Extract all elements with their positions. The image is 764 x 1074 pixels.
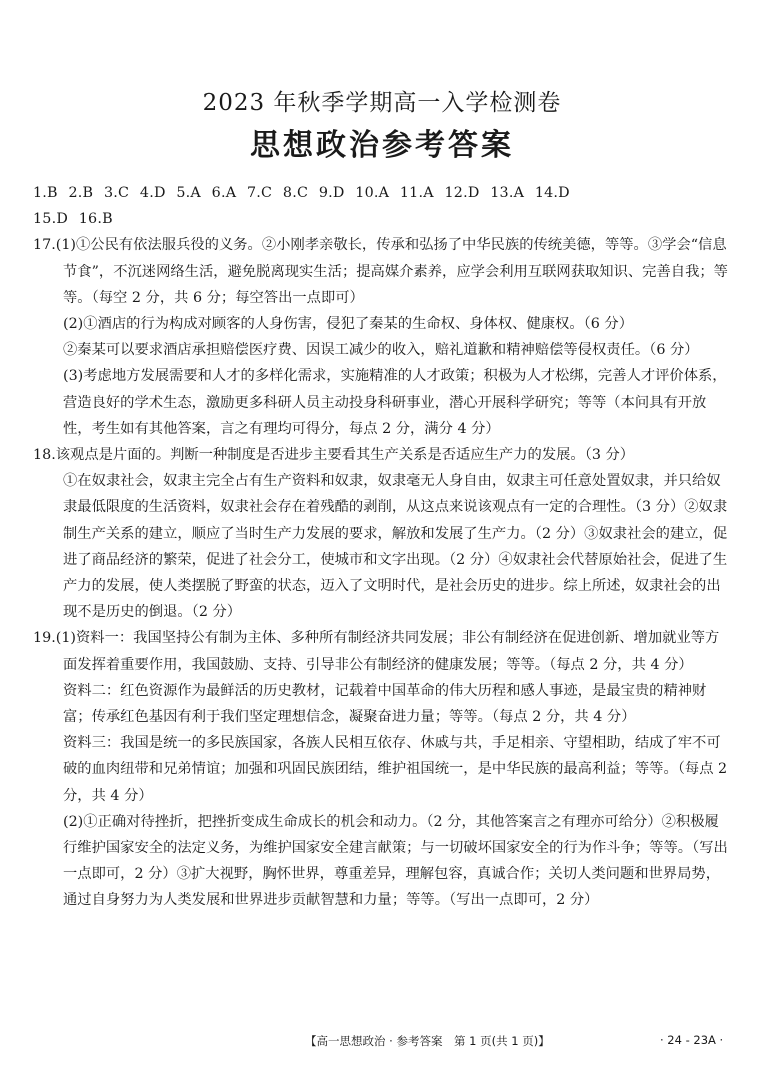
q17-part2b: ②秦某可以要求酒店承担赔偿医疗费、因误工减少的收入，赔礼道歉和精神赔偿等侵权责任。（6 分） <box>63 342 699 359</box>
q19-material2: 资料二：红色资源作为最鲜活的历史教材，记载着中国革命的伟大历程和感人事迹，是最宝贵的精神财富；传承红色基因有利于我们坚定理想信念，凝聚奋进力量；等等。（每点 2 分，共 4 分） <box>63 682 707 726</box>
q17-part1: 17.(1)①公民有依法服兵役的义务。②小刚孝亲敬长，传承和弘扬了中华民族的传统美德，等等。③学会“信息节食”，不沉迷网络生活，避免脱离现实生活；提高媒介素养，应学会利用互联网获取知识、完善自我；等等。（每空 2 分，共 6 分；每空答出一点即可） <box>33 237 728 306</box>
page-title: 2023 年秋季学期高一入学检测卷 <box>202 90 562 116</box>
q19-part2: (2)①正确对待挫折，把挫折变成生命成长的机会和动力。（2 分，其他答案言之有理亦可给分）②积极履行维护国家安全的法定义务，为维护国家安全建言献策；与一切破坏国家安全的行为作斗争；等等。（写出一点即可，2 分）③扩大视野，胸怀世界，尊重差异，理解包容，真诚合作；关切人类问题和世界局势，通过自身努力为人类发展和世界进步贡献智慧和力量；等等。（写出一点即可，2 分） <box>63 813 728 909</box>
q19-material3: 资料三：我国是统一的多民族国家，各族人民相互依存、休戚与共，手足相亲、守望相助，结成了牢不可破的血肉纽带和兄弟情谊；加强和巩固民族团结，维护祖国统一，是中华民族的最高利益；等等。（每点 2 分，共 4 分） <box>63 735 728 804</box>
q19-part1: 19.(1)资料一：我国坚持公有制为主体、多种所有制经济共同发展；非公有制经济在促进创新、增加就业等方面发挥着重要作用，我国鼓励、支持、引导非公有制经济的健康发展；等等。（每点 2 分，共 4 分） <box>33 630 720 673</box>
q18-part2: ①在奴隶社会，奴隶主完全占有生产资料和奴隶，奴隶毫无人身自由，奴隶主可任意处置奴隶，并只给奴隶最低限度的生活资料，奴隶社会存在着残酷的剥削，从这点来说该观点有一定的合理性。（3 分）②奴隶制生产关系的建立，顺应了当时生产力发展的要求，解放和发展了生产力。（2 分）③奴隶社会的建立，促进了商品经济的繁荣，促进了社会分工，使城市和文字出现。（2 分）④奴隶社会代替原始社会，促进了生产力的发展，使人类摆脱了野蛮的状态，迈入了文明时代，是社会历史的进步。综上所述，奴隶社会的出现不是历史的倒退。（2 分） <box>63 473 728 621</box>
q18-part1: 18.该观点是片面的。判断一种制度是否进步主要看其生产关系是否适应生产力的发展。（3 分） <box>33 447 635 464</box>
choice-answers-line-1: 1.B 2.B 3.C 4.D 5.A 6.A 7.C 8.C 9.D 10.A 11.A 12.D 13.A 14.D <box>33 185 570 201</box>
document-body <box>33 180 733 914</box>
choice-answers-line-2: 15.D 16.B <box>33 211 113 228</box>
footer-code: · 24 - 23A · <box>660 1033 724 1047</box>
q17-part3: (3)考虑地方发展需要和人才的多样化需求，实施精准的人才政策；积极为人才松绑，完善人才评价体系，营造良好的学术生态，激励更多科研人员主动投身科研事业，潜心开展科学研究；等等（本问具有开放性，考生如有其他答案，言之有理均可得分，每点 2 分，满分 4 分） <box>63 368 727 437</box>
q17-part2a: (2)①酒店的行为构成对顾客的人身伤害，侵犯了秦某的生命权、身体权、健康权。（6 分） <box>63 316 634 333</box>
page-subtitle: 思想政治参考答案 <box>250 128 514 163</box>
footer-page-info: 【高一思想政治 · 参考答案 第 1 页(共 1 页)】 <box>305 1034 550 1048</box>
